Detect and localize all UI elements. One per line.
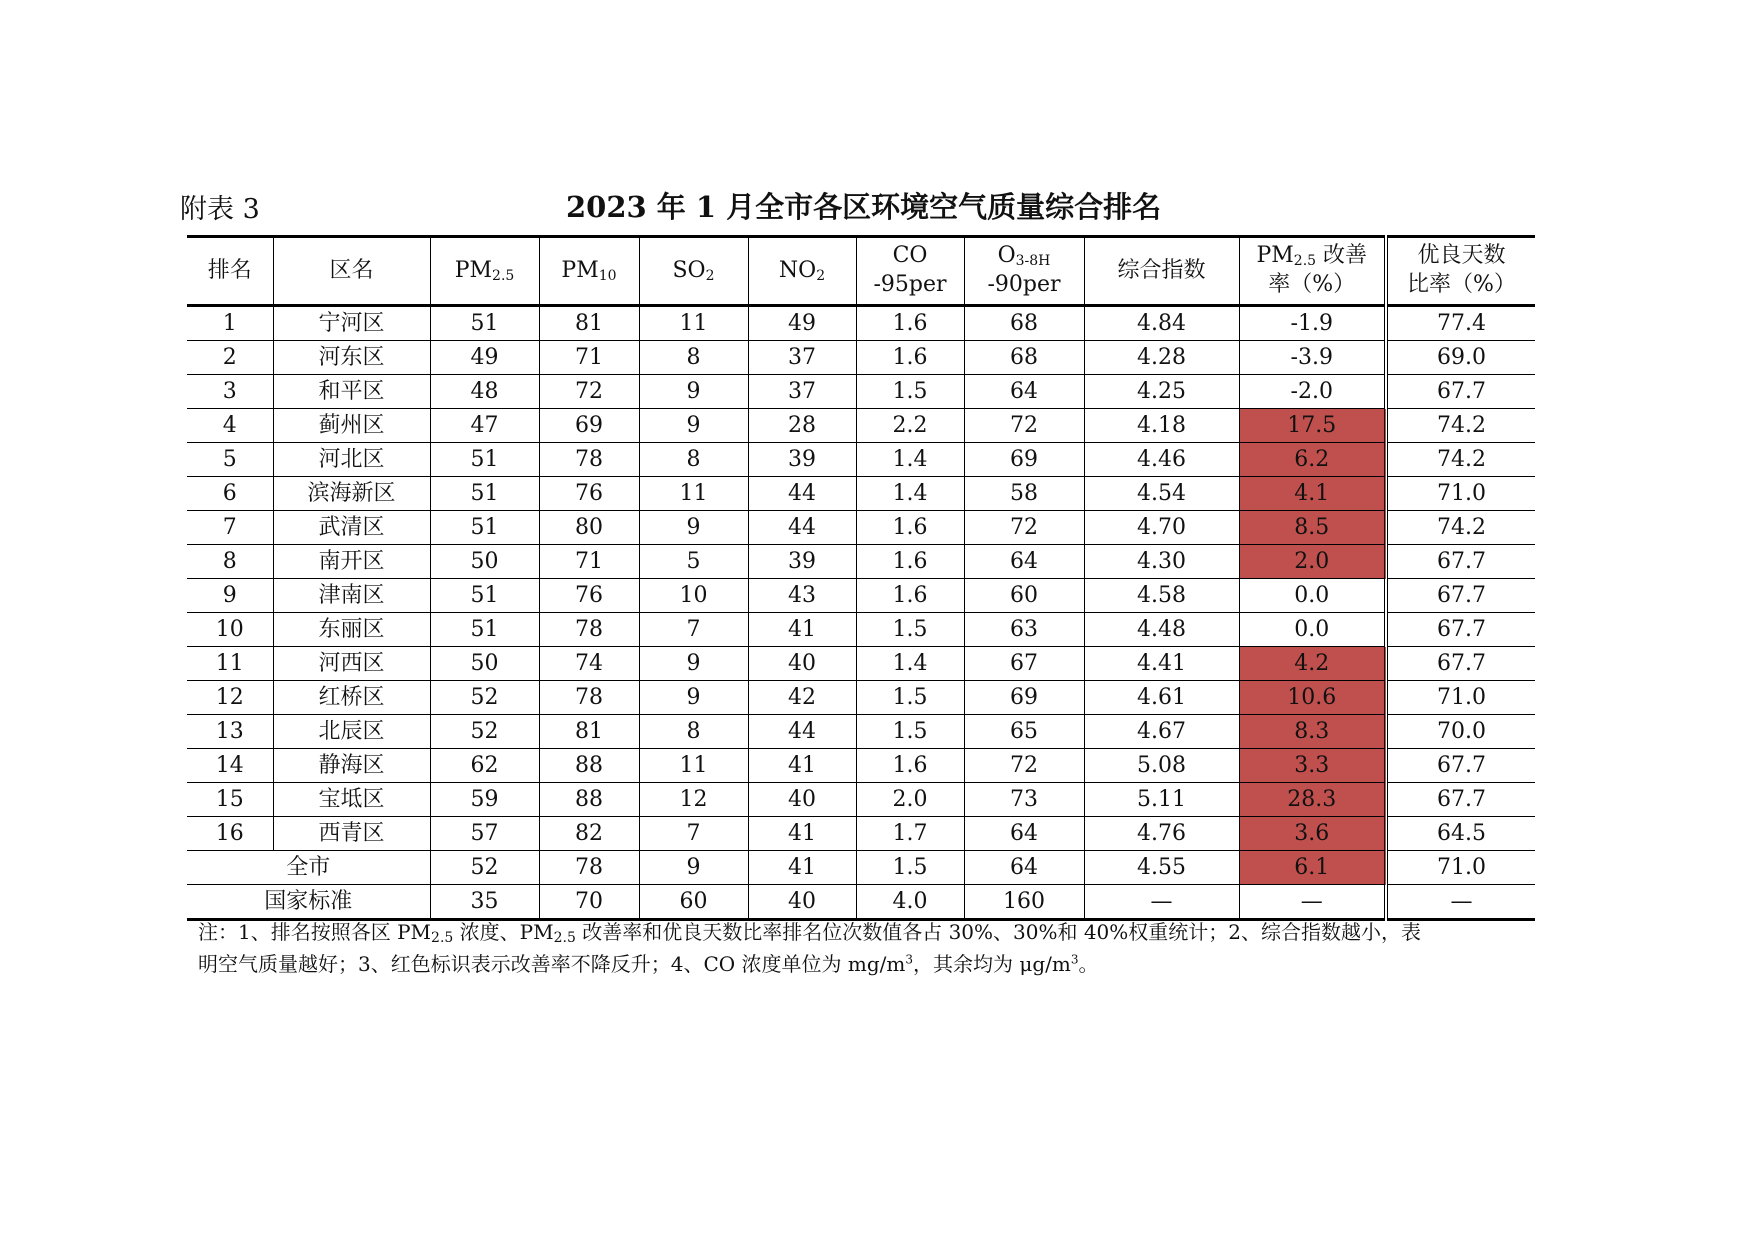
cell-district: 蓟州区 xyxy=(273,409,430,443)
table-row xyxy=(187,715,1535,749)
cell-pm25: 57 xyxy=(430,817,539,851)
cell-improve: 4.1 xyxy=(1239,477,1386,511)
cell-so2: 5 xyxy=(639,545,748,579)
city-co: 1.5 xyxy=(856,851,964,885)
cell-improve: -3.9 xyxy=(1239,341,1386,375)
header-row xyxy=(187,237,1535,306)
table-row xyxy=(187,375,1535,409)
cell-no2: 40 xyxy=(748,783,856,817)
cell-pm25: 51 xyxy=(430,579,539,613)
cell-pm25: 51 xyxy=(430,306,539,341)
cell-good: 71.0 xyxy=(1386,477,1535,511)
city-pm10: 78 xyxy=(539,851,639,885)
header-so2: $SO_2$ xyxy=(639,237,748,306)
table-row xyxy=(187,443,1535,477)
cell-pm10: 78 xyxy=(539,681,639,715)
cell-index: 4.41 xyxy=(1084,647,1239,681)
table-row xyxy=(187,579,1535,613)
cell-co: 1.5 xyxy=(856,375,964,409)
table-row xyxy=(187,477,1535,511)
header-rank: 排名 xyxy=(187,237,273,306)
cell-no2: 41 xyxy=(748,749,856,783)
cell-pm10: 78 xyxy=(539,443,639,477)
cell-district: 南开区 xyxy=(273,545,430,579)
cell-rank: 14 xyxy=(187,749,273,783)
cell-index: 4.61 xyxy=(1084,681,1239,715)
cell-index: 5.08 xyxy=(1084,749,1239,783)
standard-o3: 160 xyxy=(964,885,1084,920)
cell-no2: 39 xyxy=(748,443,856,477)
city-no2: 41 xyxy=(748,851,856,885)
cell-co: 2.2 xyxy=(856,409,964,443)
cell-pm10: 88 xyxy=(539,749,639,783)
footnote xyxy=(198,916,1543,980)
cell-good: 69.0 xyxy=(1386,341,1535,375)
table-row xyxy=(187,341,1535,375)
cell-rank: 12 xyxy=(187,681,273,715)
cell-o3: 64 xyxy=(964,545,1084,579)
cell-so2: 7 xyxy=(639,817,748,851)
cell-no2: 43 xyxy=(748,579,856,613)
city-so2: 9 xyxy=(639,851,748,885)
cell-co: 1.7 xyxy=(856,817,964,851)
cell-rank: 2 xyxy=(187,341,273,375)
cell-co: 1.4 xyxy=(856,647,964,681)
standard-co: 4.0 xyxy=(856,885,964,920)
cell-good: 67.7 xyxy=(1386,613,1535,647)
cell-index: 4.84 xyxy=(1084,306,1239,341)
cell-co: 1.6 xyxy=(856,579,964,613)
cell-good: 74.2 xyxy=(1386,511,1535,545)
cell-pm10: 88 xyxy=(539,783,639,817)
cell-index: 4.48 xyxy=(1084,613,1239,647)
cell-o3: 69 xyxy=(964,681,1084,715)
cell-good: 67.7 xyxy=(1386,579,1535,613)
header-pm10: $PM_{10}$ xyxy=(539,237,639,306)
cell-improve: 8.5 xyxy=(1239,511,1386,545)
cell-pm10: 81 xyxy=(539,306,639,341)
standard-pm25: 35 xyxy=(430,885,539,920)
cell-index: 4.18 xyxy=(1084,409,1239,443)
standard-row xyxy=(187,885,1535,920)
cell-pm25: 52 xyxy=(430,681,539,715)
header-pm25: $PM_{2.5}$ xyxy=(430,237,539,306)
cell-pm10: 72 xyxy=(539,375,639,409)
cell-pm10: 71 xyxy=(539,341,639,375)
cell-index: 4.28 xyxy=(1084,341,1239,375)
table-row xyxy=(187,409,1535,443)
cell-improve: 3.6 xyxy=(1239,817,1386,851)
cell-pm25: 51 xyxy=(430,477,539,511)
cell-rank: 11 xyxy=(187,647,273,681)
cell-index: 5.11 xyxy=(1084,783,1239,817)
cell-o3: 64 xyxy=(964,817,1084,851)
cell-district: 河西区 xyxy=(273,647,430,681)
standard-good-rate: — xyxy=(1386,885,1535,920)
table-row xyxy=(187,545,1535,579)
cell-co: 1.5 xyxy=(856,715,964,749)
cell-co: 1.4 xyxy=(856,477,964,511)
standard-no2: 40 xyxy=(748,885,856,920)
header-index: 综合指数 xyxy=(1084,237,1239,306)
cell-so2: 9 xyxy=(639,647,748,681)
cell-district: 河东区 xyxy=(273,341,430,375)
cell-rank: 1 xyxy=(187,306,273,341)
cell-index: 4.30 xyxy=(1084,545,1239,579)
cell-good: 77.4 xyxy=(1386,306,1535,341)
cell-o3: 68 xyxy=(964,341,1084,375)
header-good-rate: 优良天数 比率（%） xyxy=(1386,237,1535,306)
cell-so2: 7 xyxy=(639,613,748,647)
cell-co: 1.6 xyxy=(856,341,964,375)
cell-district: 和平区 xyxy=(273,375,430,409)
cell-district: 宁河区 xyxy=(273,306,430,341)
cell-pm10: 81 xyxy=(539,715,639,749)
cell-so2: 9 xyxy=(639,409,748,443)
cell-co: 2.0 xyxy=(856,783,964,817)
cell-improve: 0.0 xyxy=(1239,613,1386,647)
standard-label: 国家标准 xyxy=(187,885,430,920)
standard-so2: 60 xyxy=(639,885,748,920)
cell-so2: 8 xyxy=(639,341,748,375)
city-row xyxy=(187,851,1535,885)
cell-index: 4.67 xyxy=(1084,715,1239,749)
city-improve: 6.1 xyxy=(1239,851,1386,885)
cell-so2: 9 xyxy=(639,511,748,545)
cell-district: 东丽区 xyxy=(273,613,430,647)
cell-no2: 41 xyxy=(748,817,856,851)
cell-pm25: 62 xyxy=(430,749,539,783)
cell-no2: 44 xyxy=(748,511,856,545)
cell-good: 67.7 xyxy=(1386,647,1535,681)
cell-o3: 60 xyxy=(964,579,1084,613)
cell-no2: 41 xyxy=(748,613,856,647)
cell-no2: 40 xyxy=(748,647,856,681)
cell-improve: -2.0 xyxy=(1239,375,1386,409)
cell-good: 74.2 xyxy=(1386,409,1535,443)
footnote-line-2: 明空气质量越好；3、红色标识表示改善率不降反升；4、CO 浓度单位为 $mg/m^3$，其余均为 $\mu g/m^3$。 xyxy=(198,952,1099,976)
cell-improve: 0.0 xyxy=(1239,579,1386,613)
standard-improve: — xyxy=(1239,885,1386,920)
cell-improve: 8.3 xyxy=(1239,715,1386,749)
cell-rank: 6 xyxy=(187,477,273,511)
cell-no2: 37 xyxy=(748,375,856,409)
standard-pm10: 70 xyxy=(539,885,639,920)
cell-o3: 68 xyxy=(964,306,1084,341)
cell-good: 74.2 xyxy=(1386,443,1535,477)
cell-pm25: 47 xyxy=(430,409,539,443)
cell-index: 4.25 xyxy=(1084,375,1239,409)
cell-district: 滨海新区 xyxy=(273,477,430,511)
cell-pm25: 51 xyxy=(430,443,539,477)
cell-o3: 69 xyxy=(964,443,1084,477)
table-row xyxy=(187,511,1535,545)
cell-o3: 63 xyxy=(964,613,1084,647)
cell-improve: 17.5 xyxy=(1239,409,1386,443)
cell-co: 1.4 xyxy=(856,443,964,477)
cell-good: 71.0 xyxy=(1386,681,1535,715)
cell-district: 河北区 xyxy=(273,443,430,477)
cell-so2: 11 xyxy=(639,477,748,511)
cell-pm25: 50 xyxy=(430,647,539,681)
cell-pm25: 51 xyxy=(430,613,539,647)
cell-pm25: 49 xyxy=(430,341,539,375)
cell-co: 1.6 xyxy=(856,749,964,783)
cell-o3: 67 xyxy=(964,647,1084,681)
cell-good: 64.5 xyxy=(1386,817,1535,851)
cell-rank: 4 xyxy=(187,409,273,443)
cell-o3: 64 xyxy=(964,375,1084,409)
cell-no2: 44 xyxy=(748,477,856,511)
cell-good: 67.7 xyxy=(1386,749,1535,783)
table-row xyxy=(187,817,1535,851)
cell-rank: 5 xyxy=(187,443,273,477)
cell-no2: 49 xyxy=(748,306,856,341)
cell-index: 4.46 xyxy=(1084,443,1239,477)
cell-district: 西青区 xyxy=(273,817,430,851)
cell-pm25: 52 xyxy=(430,715,539,749)
cell-rank: 3 xyxy=(187,375,273,409)
cell-improve: 28.3 xyxy=(1239,783,1386,817)
cell-co: 1.6 xyxy=(856,511,964,545)
cell-improve: 2.0 xyxy=(1239,545,1386,579)
cell-o3: 72 xyxy=(964,511,1084,545)
cell-co: 1.6 xyxy=(856,545,964,579)
cell-no2: 37 xyxy=(748,341,856,375)
cell-so2: 8 xyxy=(639,715,748,749)
cell-o3: 58 xyxy=(964,477,1084,511)
cell-improve: 3.3 xyxy=(1239,749,1386,783)
cell-good: 67.7 xyxy=(1386,375,1535,409)
cell-pm10: 69 xyxy=(539,409,639,443)
cell-index: 4.70 xyxy=(1084,511,1239,545)
cell-district: 静海区 xyxy=(273,749,430,783)
cell-so2: 9 xyxy=(639,375,748,409)
cell-index: 4.58 xyxy=(1084,579,1239,613)
city-good-rate: 71.0 xyxy=(1386,851,1535,885)
cell-good: 67.7 xyxy=(1386,545,1535,579)
header-improve: $PM_{2.5}$ 改善 率（%） xyxy=(1239,237,1386,306)
cell-district: 北辰区 xyxy=(273,715,430,749)
cell-no2: 39 xyxy=(748,545,856,579)
cell-co: 1.5 xyxy=(856,681,964,715)
table-row xyxy=(187,749,1535,783)
cell-district: 津南区 xyxy=(273,579,430,613)
cell-so2: 8 xyxy=(639,443,748,477)
cell-index: 4.76 xyxy=(1084,817,1239,851)
footnote-line-1: 注：1、排名按照各区 $PM_{2.5}$ 浓度、$PM_{2.5}$ 改善率和优良天数比率排名位次数值各占 30%、30%和 40%权重统计；2、综合指数越小，表 xyxy=(198,920,1422,946)
table-title: 2023 年 1 月全市各区环境空气质量综合排名 xyxy=(566,190,1162,224)
table-row xyxy=(187,647,1535,681)
cell-rank: 10 xyxy=(187,613,273,647)
cell-so2: 11 xyxy=(639,306,748,341)
cell-pm10: 74 xyxy=(539,647,639,681)
cell-no2: 42 xyxy=(748,681,856,715)
cell-no2: 28 xyxy=(748,409,856,443)
cell-good: 70.0 xyxy=(1386,715,1535,749)
cell-district: 武清区 xyxy=(273,511,430,545)
cell-pm10: 76 xyxy=(539,579,639,613)
cell-pm10: 71 xyxy=(539,545,639,579)
cell-district: 宝坻区 xyxy=(273,783,430,817)
cell-rank: 16 xyxy=(187,817,273,851)
cell-rank: 15 xyxy=(187,783,273,817)
table-row xyxy=(187,681,1535,715)
header-district: 区名 xyxy=(273,237,430,306)
cell-pm25: 48 xyxy=(430,375,539,409)
cell-pm25: 51 xyxy=(430,511,539,545)
header-co: CO -95per xyxy=(856,237,964,306)
cell-pm10: 80 xyxy=(539,511,639,545)
air-quality-ranking-table xyxy=(187,235,1535,921)
cell-pm25: 59 xyxy=(430,783,539,817)
cell-good: 67.7 xyxy=(1386,783,1535,817)
cell-district: 红桥区 xyxy=(273,681,430,715)
header-o3: $O_{3-8H}$ -90per xyxy=(964,237,1084,306)
cell-pm10: 76 xyxy=(539,477,639,511)
cell-improve: 4.2 xyxy=(1239,647,1386,681)
cell-o3: 72 xyxy=(964,749,1084,783)
cell-no2: 44 xyxy=(748,715,856,749)
cell-index: 4.54 xyxy=(1084,477,1239,511)
table-label: 附表 3 xyxy=(180,194,260,225)
cell-pm10: 78 xyxy=(539,613,639,647)
table-row xyxy=(187,783,1535,817)
table-row xyxy=(187,613,1535,647)
cell-co: 1.6 xyxy=(856,306,964,341)
cell-improve: 6.2 xyxy=(1239,443,1386,477)
cell-so2: 9 xyxy=(639,681,748,715)
cell-pm25: 50 xyxy=(430,545,539,579)
cell-pm10: 82 xyxy=(539,817,639,851)
city-o3: 64 xyxy=(964,851,1084,885)
cell-rank: 13 xyxy=(187,715,273,749)
cell-rank: 7 xyxy=(187,511,273,545)
header-no2: $NO_2$ xyxy=(748,237,856,306)
cell-o3: 65 xyxy=(964,715,1084,749)
standard-index: — xyxy=(1084,885,1239,920)
cell-improve: 10.6 xyxy=(1239,681,1386,715)
cell-so2: 11 xyxy=(639,749,748,783)
cell-so2: 12 xyxy=(639,783,748,817)
table-row xyxy=(187,306,1535,341)
city-pm25: 52 xyxy=(430,851,539,885)
cell-improve: -1.9 xyxy=(1239,306,1386,341)
city-index: 4.55 xyxy=(1084,851,1239,885)
city-label: 全市 xyxy=(187,851,430,885)
cell-o3: 72 xyxy=(964,409,1084,443)
cell-so2: 10 xyxy=(639,579,748,613)
cell-rank: 9 xyxy=(187,579,273,613)
cell-o3: 73 xyxy=(964,783,1084,817)
cell-rank: 8 xyxy=(187,545,273,579)
cell-co: 1.5 xyxy=(856,613,964,647)
